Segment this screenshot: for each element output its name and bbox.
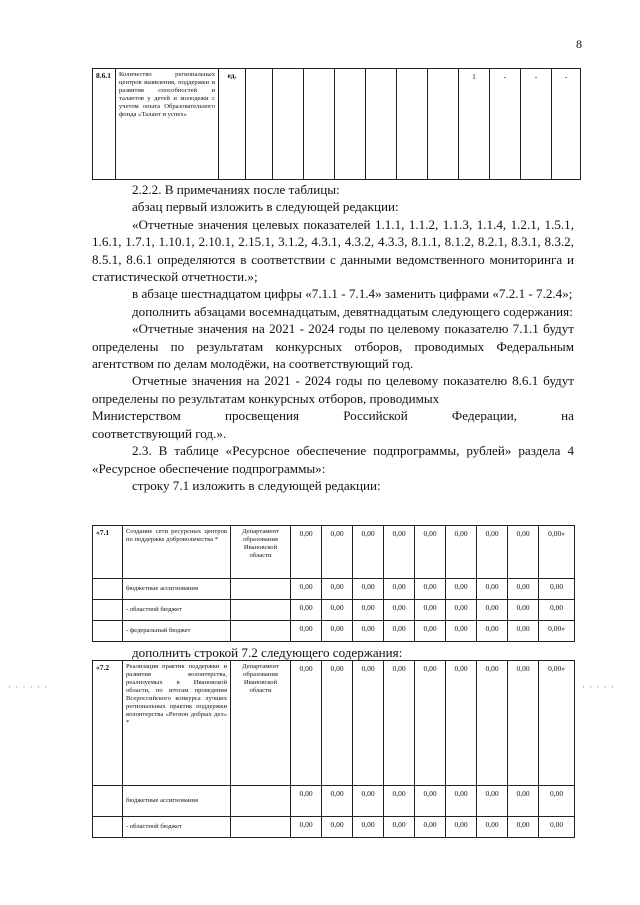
row-code: «7.2 bbox=[93, 661, 123, 786]
value-cell: 0,00 bbox=[322, 600, 353, 621]
value-cell: 0,00 bbox=[291, 526, 322, 579]
value-cell: 0,00 bbox=[353, 661, 384, 786]
value-cell: 0,00 bbox=[477, 579, 508, 600]
table-row bbox=[93, 600, 575, 621]
row-org bbox=[231, 579, 291, 600]
row-org bbox=[231, 817, 291, 838]
value-cell: 0,00 bbox=[508, 526, 539, 579]
row-name: Количество региональных центров выявления, поддержки и развития способностей и талантов у детей и молодежи с учетом опыта Образовательного фонда «Талант и успех» bbox=[116, 69, 219, 180]
value-cell: 0,00 bbox=[322, 579, 353, 600]
text-block-1 bbox=[92, 181, 574, 494]
row-name: Создание сети ресурсных центров по поддержке добровольчества * bbox=[123, 526, 231, 579]
value-cell: 0,00 bbox=[353, 817, 384, 838]
value-cell: 0,00 bbox=[353, 526, 384, 579]
value-cell: 0,00 bbox=[477, 817, 508, 838]
paragraph: абзац первый изложить в следующей редакции: bbox=[132, 199, 399, 215]
table-row bbox=[93, 526, 575, 579]
value-cell: 0,00 bbox=[539, 786, 575, 817]
value-cell: 0,00 bbox=[291, 579, 322, 600]
paragraph: «Отчетные значения на 2021 - 2024 годы по целевому показателю 7.1.1 будут определены по результатам конкурсных отборов, проводимых Федеральным агентством по делам молодёжи, на соответствующий год. bbox=[92, 321, 574, 372]
row-name: бюджетные ассигнования bbox=[123, 579, 231, 600]
value-cell: 0,00» bbox=[539, 661, 575, 786]
row-code bbox=[93, 621, 123, 642]
table-row bbox=[93, 69, 581, 180]
value-cell: 0,00 bbox=[446, 600, 477, 621]
row-code: 8.6.1 bbox=[93, 69, 116, 180]
table-row bbox=[93, 786, 575, 817]
value-cell: 0,00 bbox=[353, 621, 384, 642]
row-code bbox=[93, 600, 123, 621]
value-cell: 0,00 bbox=[353, 579, 384, 600]
value-cell: 1 bbox=[459, 69, 490, 180]
row-code bbox=[93, 579, 123, 600]
row-name: - областной бюджет bbox=[123, 600, 231, 621]
value-cell: 0,00 bbox=[353, 786, 384, 817]
word: просвещения bbox=[224, 408, 300, 424]
row-name: - федеральный бюджет bbox=[123, 621, 231, 642]
value-cell: 0,00 bbox=[322, 661, 353, 786]
value-cell: 0,00 bbox=[384, 600, 415, 621]
value-cell: 0,00 bbox=[539, 579, 575, 600]
value-cell: 0,00 bbox=[322, 526, 353, 579]
paragraph: 2.3. В таблице «Ресурсное обеспечение подпрограммы, рублей» раздела 4 «Ресурсное обеспечение подпрограммы»: bbox=[92, 443, 574, 476]
value-cell: 0,00 bbox=[384, 579, 415, 600]
value-cell: 0,00 bbox=[508, 786, 539, 817]
text-block-2 bbox=[92, 644, 574, 661]
word: на bbox=[561, 408, 574, 424]
value-cell: 0,00 bbox=[539, 600, 575, 621]
value-cell: - bbox=[552, 69, 581, 180]
row-org: Департамент образования Ивановской области bbox=[231, 661, 291, 786]
value-cell: 0,00 bbox=[415, 526, 446, 579]
value-cell: 0,00 bbox=[415, 661, 446, 786]
value-cell: 0,00» bbox=[539, 621, 575, 642]
scan-artifact: · · · · · bbox=[582, 682, 615, 692]
value-cell: 0,00 bbox=[446, 786, 477, 817]
value-cell: 0,00 bbox=[384, 817, 415, 838]
value-cell: 0,00 bbox=[508, 600, 539, 621]
table-row bbox=[93, 621, 575, 642]
value-cell: 0,00 bbox=[446, 579, 477, 600]
row-code bbox=[93, 817, 123, 838]
value-cell: 0,00 bbox=[415, 600, 446, 621]
indicators-table bbox=[92, 68, 581, 180]
value-cell: 0,00 bbox=[291, 621, 322, 642]
value-cell: 0,00 bbox=[291, 786, 322, 817]
row-org bbox=[231, 600, 291, 621]
value-cell: 0,00 bbox=[322, 786, 353, 817]
word: Федерации, bbox=[451, 408, 517, 424]
value-cell: 0,00 bbox=[446, 661, 477, 786]
row-name: бюджетные ассигнования bbox=[123, 786, 231, 817]
row-org: Департамент образования Ивановской области bbox=[231, 526, 291, 579]
row-org bbox=[231, 786, 291, 817]
value-cell: 0,00 bbox=[291, 817, 322, 838]
value-cell: - bbox=[521, 69, 552, 180]
value-cell: 0,00 bbox=[322, 621, 353, 642]
table-row bbox=[93, 661, 575, 786]
value-cell: 0,00 bbox=[477, 600, 508, 621]
value-cell: 0,00 bbox=[415, 579, 446, 600]
value-cell: 0,00 bbox=[539, 817, 575, 838]
word: Министерством bbox=[92, 408, 181, 424]
value-cell: 0,00 bbox=[508, 817, 539, 838]
value-cell bbox=[366, 69, 397, 180]
value-cell bbox=[304, 69, 335, 180]
value-cell bbox=[246, 69, 273, 180]
value-cell: 0,00 bbox=[446, 526, 477, 579]
paragraph: «Отчетные значения целевых показателей 1.1.1, 1.1.2, 1.1.3, 1.1.4, 1.2.1, 1.5.1, 1.6.1, 1.7.1, 1.10.1, 2.10.1, 2.15.1, 3.1.2, 4.3.1, 4.3.2, 4.3.3, 8.1.1, 8.1.2, 8.2.1, 8.3.1, 8.3.2, 8.5.1, 8.6.1 определяются в соответствии с данными ведомственного мониторинга и статистической отчетности.»; bbox=[92, 216, 574, 285]
value-cell: - bbox=[490, 69, 521, 180]
value-cell bbox=[428, 69, 459, 180]
value-cell: 0,00 bbox=[477, 621, 508, 642]
value-cell: 0,00 bbox=[384, 661, 415, 786]
value-cell: 0,00 bbox=[384, 621, 415, 642]
table-row bbox=[93, 579, 575, 600]
value-cell: 0,00 bbox=[508, 621, 539, 642]
justified-line bbox=[92, 407, 574, 424]
paragraph: строку 7.1 изложить в следующей редакции: bbox=[132, 477, 381, 493]
value-cell: 0,00 bbox=[508, 661, 539, 786]
value-cell: 0,00 bbox=[322, 817, 353, 838]
table-row bbox=[93, 817, 575, 838]
value-cell: 0,00 bbox=[291, 661, 322, 786]
paragraph: 2.2.2. В примечаниях после таблицы: bbox=[132, 182, 340, 197]
value-cell bbox=[335, 69, 366, 180]
value-cell: 0,00 bbox=[384, 526, 415, 579]
value-cell: 0,00 bbox=[477, 661, 508, 786]
value-cell: 0,00 bbox=[415, 786, 446, 817]
value-cell: 0,00 bbox=[291, 600, 322, 621]
value-cell: 0,00 bbox=[477, 786, 508, 817]
paragraph: дополнить абзацами восемнадцатым, девятнадцатым следующего содержания: bbox=[132, 303, 573, 319]
paragraph: соответствующий год.». bbox=[92, 425, 227, 441]
value-cell: 0,00 bbox=[415, 817, 446, 838]
row-unit: ед. bbox=[219, 69, 246, 180]
value-cell: 0,00 bbox=[353, 600, 384, 621]
value-cell: 0,00 bbox=[508, 579, 539, 600]
scan-artifact: · · · · · · bbox=[8, 682, 49, 692]
paragraph: в абзаце шестнадцатом цифры «7.1.1 - 7.1.4» заменить цифрами «7.2.1 - 7.2.4»; bbox=[132, 286, 573, 302]
value-cell: 0,00 bbox=[384, 786, 415, 817]
row-code: «7.1 bbox=[93, 526, 123, 579]
row-code bbox=[93, 786, 123, 817]
value-cell: 0,00 bbox=[477, 526, 508, 579]
resource-table-7-2 bbox=[92, 660, 575, 838]
word: Российской bbox=[343, 408, 408, 424]
page-number: 8 bbox=[576, 37, 582, 51]
value-cell bbox=[273, 69, 304, 180]
paragraph: Отчетные значения на 2021 - 2024 годы по целевому показателю 8.6.1 будут определены по результатам конкурсных отборов, проводимых bbox=[92, 373, 574, 406]
row-name: Реализация практик поддержки и развития волонтерства, реализуемых в Ивановской области, по итогам проведения Всероссийского конкурса лучших региональных практик поддержки волонтерства «Регион добрых дел» * bbox=[123, 661, 231, 786]
row-org bbox=[231, 621, 291, 642]
value-cell bbox=[397, 69, 428, 180]
paragraph: дополнить строкой 7.2 следующего содержания: bbox=[132, 645, 403, 660]
row-name: - областной бюджет bbox=[123, 817, 231, 838]
value-cell: 0,00 bbox=[446, 621, 477, 642]
value-cell: 0,00» bbox=[539, 526, 575, 579]
value-cell: 0,00 bbox=[446, 817, 477, 838]
resource-table-7-1 bbox=[92, 525, 575, 642]
value-cell: 0,00 bbox=[415, 621, 446, 642]
